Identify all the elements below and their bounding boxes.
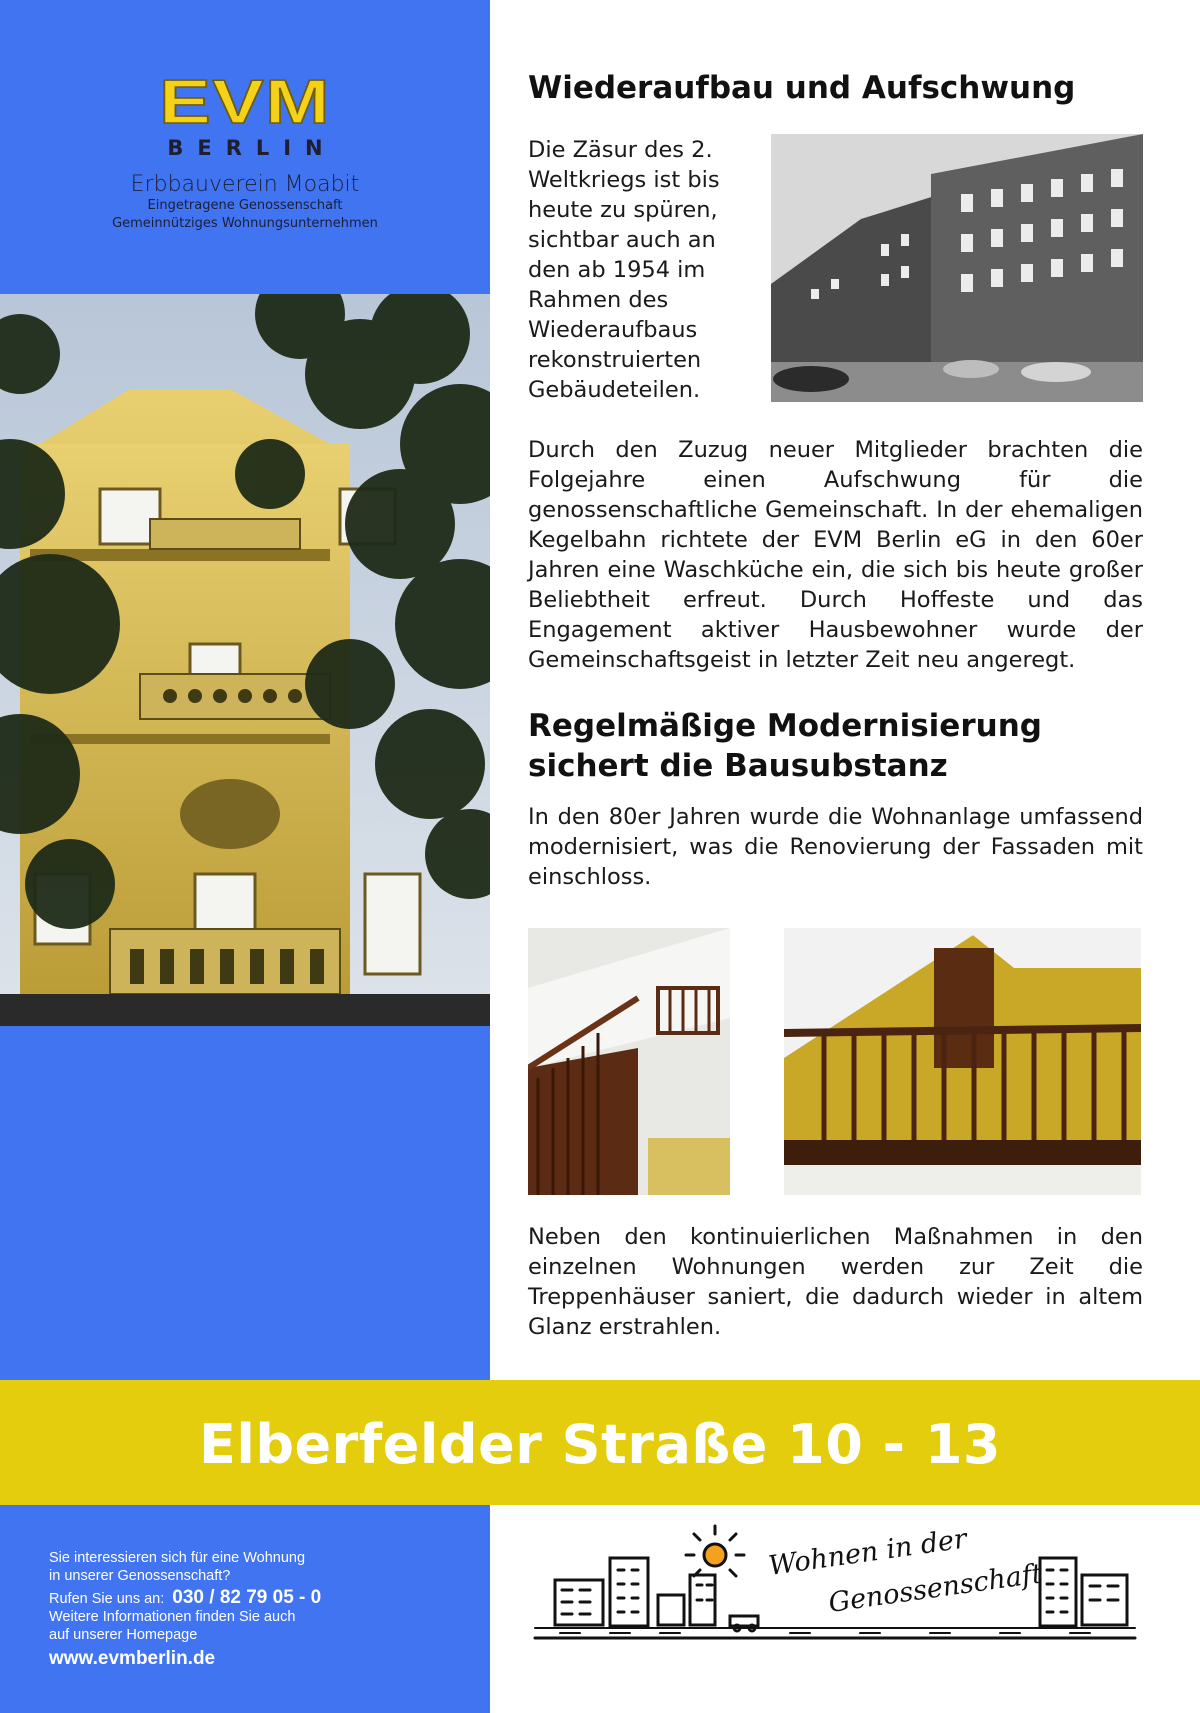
community-logo: [530, 1520, 1150, 1650]
phone-number[interactable]: 030 / 82 79 05 - 0: [172, 1587, 322, 1608]
contact-block: [49, 1549, 469, 1668]
heading-reconstruction: Wiederaufbau und Aufschwung: [528, 70, 1076, 106]
evm-logo: [100, 68, 390, 233]
call-label: Rufen Sie uns an:: [49, 1591, 165, 1607]
contact-line-2: in unserer Genossenschaft?: [49, 1568, 231, 1584]
staircase-photo-2: [784, 928, 1141, 1195]
logo-name: Erbbauverein Moabit: [130, 172, 360, 197]
intro-paragraph: Die Zäsur des 2. Weltkriegs ist bis heute zu spüren, sichtbar auch an den ab 1954 im Rahmen des Wiederaufbaus rekonstruierten Gebäudeteilen.: [528, 137, 720, 403]
community-paragraph: Durch den Zuzug neuer Mitglieder brachten die Folgejahre einen Aufschwung für die genossenschaftliche Gemeinschaft. In der ehemaligen Kegelbahn richtete der EVM Berlin eG in den 60er Jahren eine Waschküche ein, die sich bis heute großer Beliebtheit erfreut. Durch Hoffeste und das Engagement aktiver Hausbewohner wurde der Gemeinschaftsgeist in letzter Zeit neu angeregt.: [528, 437, 1143, 673]
contact-line-4: auf unserer Homepage: [49, 1627, 198, 1643]
modernization-paragraph: In den 80er Jahren wurde die Wohnanlage umfassend modernisiert, was die Renovierung der Fassaden mit einschloss.: [528, 804, 1143, 890]
contact-line-1: Sie interessieren sich für eine Wohnung: [49, 1550, 306, 1566]
street-photo: [771, 134, 1143, 402]
logo-subtitle-2: Gemeinnütziges Wohnungsunternehmen: [112, 216, 378, 231]
facade-photo: [0, 294, 490, 1026]
logo-mark: EVM: [159, 68, 331, 137]
logo-city: BERLIN: [167, 136, 337, 160]
heading-modernization: Regelmäßige Modernisierung sichert die Bausubstanz: [528, 708, 1042, 784]
community-logo-line-1: Wohnen in der: [766, 1523, 969, 1582]
street-address-title: Elberfelder Straße 10 - 13: [199, 1413, 1001, 1476]
contact-line-3: Weitere Informationen finden Sie auch: [49, 1609, 296, 1625]
phone-row: [49, 1589, 469, 1608]
staircase-photo-1: [528, 928, 730, 1195]
logo-subtitle-1: Eingetragene Genossenschaft: [147, 198, 343, 213]
community-logo-line-2: Genossenschaft: [826, 1558, 1045, 1619]
homepage-link[interactable]: www.evmberlin.de: [49, 1648, 216, 1669]
closing-paragraph: Neben den kontinuierlichen Maßnahmen in den einzelnen Wohnungen werden zur Zeit die Treppenhäuser saniert, die dadurch wieder in altem Glanz erstrahlen.: [528, 1224, 1143, 1340]
